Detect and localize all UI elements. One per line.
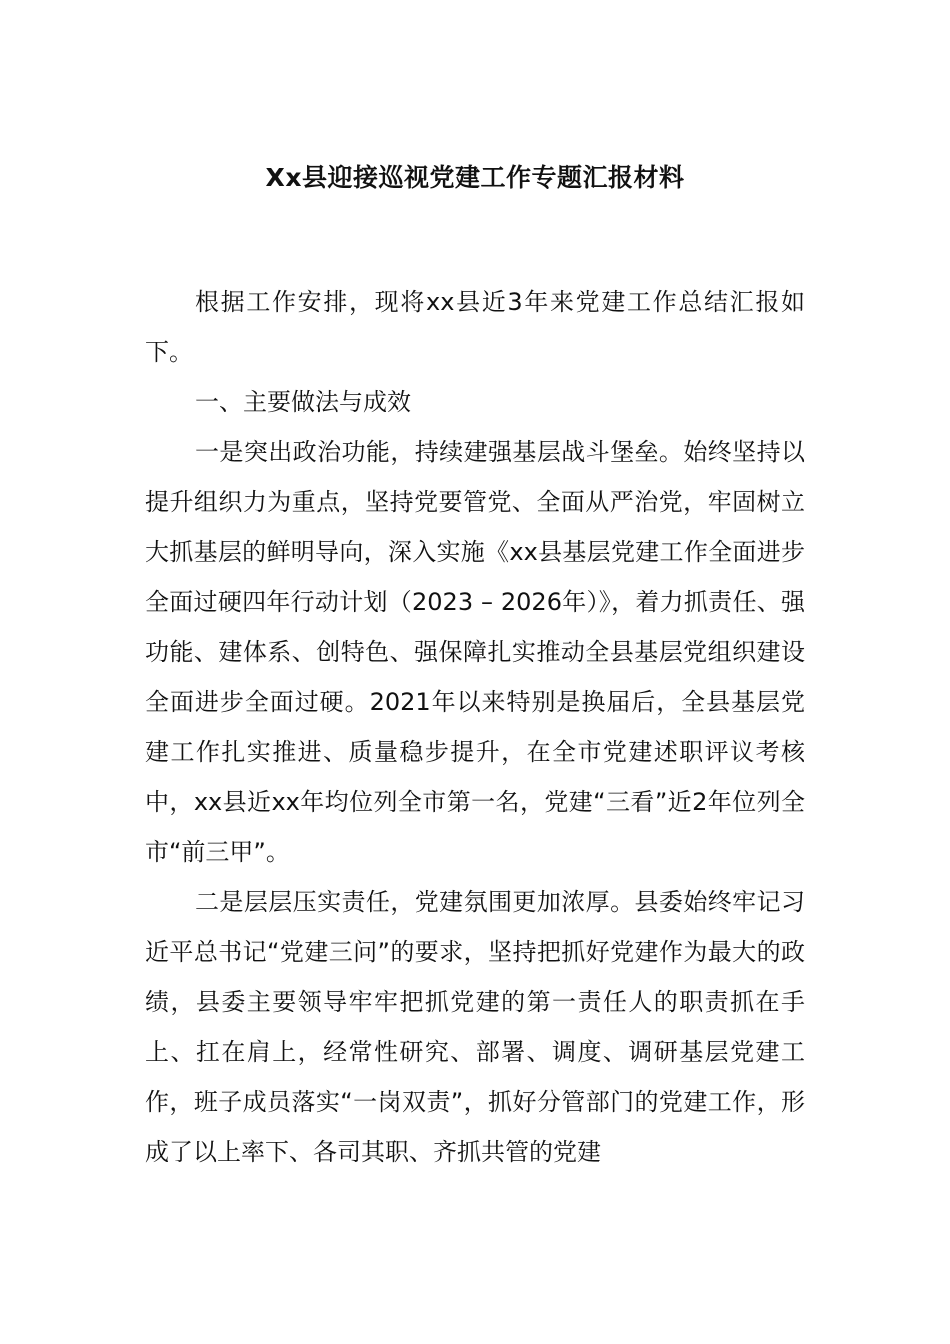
body-paragraph-2: 二是层层压实责任，党建氛围更加浓厚。县委始终牢记习近平总书记“党建三问”的要求，坚持把抓好党建作为最大的政绩，县委主要领导牢牢把抓党建的第一责任人的职责抓在手上、扛在肩上，经常性研究、部署、调度、调研基层党建工作，班子成员落实“一岗双责”，抓好分管部门的党建工作，形成了以上率下、各司其职、齐抓共管的党建 [145, 888, 805, 1166]
section-heading: 一、主要做法与成效 [195, 388, 411, 416]
intro-paragraph: 根据工作安排，现将xx县近3年来党建工作总结汇报如下。 [145, 288, 805, 366]
document-body [145, 277, 805, 1177]
document-title: Xx县迎接巡视党建工作专题汇报材料 [265, 163, 685, 192]
body-paragraph-1: 一是突出政治功能，持续建强基层战斗堡垒。始终坚持以提升组织力为重点，坚持党要管党、全面从严治党，牢固树立大抓基层的鲜明导向，深入实施《xx县基层党建工作全面进步全面过硬四年行动计划（2023 – 2026年）》，着力抓责任、强功能、建体系、创特色、强保障扎实推动全县基层党组织建设全面进步全面过硬。2021年以来特别是换届后，全县基层党建工作扎实推进、质量稳步提升，在全市党建述职评议考核中，xx县近xx年均位列全市第一名，党建“三看”近2年位列全市“前三甲”。 [145, 438, 805, 866]
